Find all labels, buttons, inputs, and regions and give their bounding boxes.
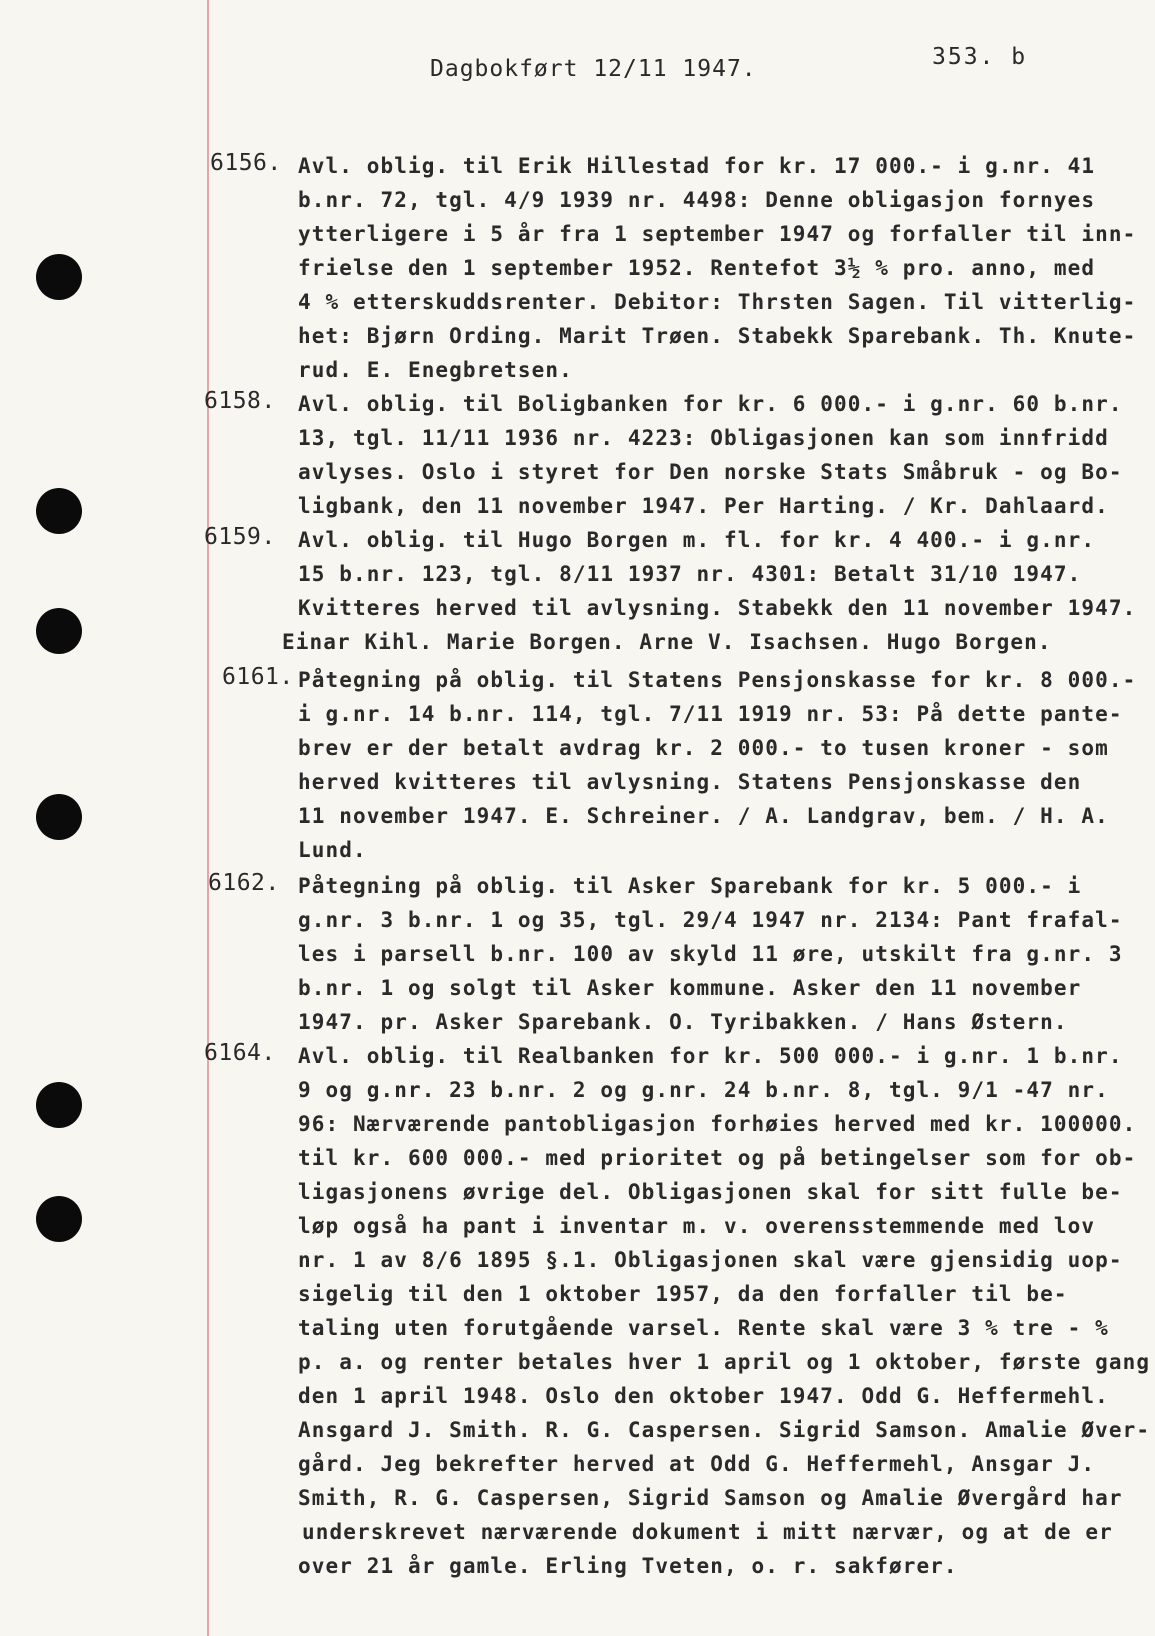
entry-line: Avl. oblig. til Erik Hillestad for kr. 17 000.- i g.nr. 41 bbox=[298, 154, 1096, 178]
entry-line: b.nr. 1 og solgt til Asker kommune. Asker den 11 november bbox=[298, 976, 1082, 1000]
entry-line: i g.nr. 14 b.nr. 114, tgl. 7/11 1919 nr. 53: På dette pante- bbox=[298, 702, 1123, 726]
entry-line: til kr. 600 000.- med prioritet og på betingelser som for ob- bbox=[298, 1146, 1137, 1170]
page-number: 353. b bbox=[932, 44, 1028, 70]
entry-line: les i parsell b.nr. 100 av skyld 11 øre, utskilt fra g.nr. 3 bbox=[298, 942, 1123, 966]
entry-line: 1947. pr. Asker Sparebank. O. Tyribakken. / Hans Østern. bbox=[298, 1010, 1068, 1034]
entry-line: 96: Nærværende pantobligasjon forhøies herved med kr. 100000. bbox=[298, 1112, 1137, 1136]
entry-line: g.nr. 3 b.nr. 1 og 35, tgl. 29/4 1947 nr. 2134: Pant frafal- bbox=[298, 908, 1123, 932]
entry-line: underskrevet nærværende dokument i mitt nærvær, og at de er bbox=[302, 1520, 1113, 1544]
punch-hole-4 bbox=[36, 794, 82, 840]
entry-line: 11 november 1947. E. Schreiner. / A. Landgrav, bem. / H. A. bbox=[298, 804, 1109, 828]
entry-line: 9 og g.nr. 23 b.nr. 2 og g.nr. 24 b.nr. 8, tgl. 9/1 -47 nr. bbox=[298, 1078, 1109, 1102]
entry-line: frielse den 1 september 1952. Rentefot 3½ % pro. anno, med bbox=[298, 256, 1096, 280]
entry-line: 15 b.nr. 123, tgl. 8/11 1937 nr. 4301: Betalt 31/10 1947. bbox=[298, 562, 1082, 586]
entry-line: 13, tgl. 11/11 1936 nr. 4223: Obligasjonen kan som innfridd bbox=[298, 426, 1109, 450]
entry-line: over 21 år gamle. Erling Tveten, o. r. sakfører. bbox=[298, 1554, 958, 1578]
entry-line: ligasjonens øvrige del. Obligasjonen skal for sitt fulle be- bbox=[298, 1180, 1123, 1204]
entry-line: Smith, R. G. Caspersen, Sigrid Samson og Amalie Øvergård har bbox=[298, 1486, 1123, 1510]
entry-line: b.nr. 72, tgl. 4/9 1939 nr. 4498: Denne obligasjon fornyes bbox=[298, 188, 1096, 212]
page-header: Dagbokført 12/11 1947. bbox=[430, 56, 757, 82]
entry-line: Avl. oblig. til Realbanken for kr. 500 000.- i g.nr. 1 b.nr. bbox=[298, 1044, 1123, 1068]
entry-number: 6158. bbox=[204, 388, 276, 414]
entry-line: nr. 1 av 8/6 1895 §.1. Obligasjonen skal være gjensidig uop- bbox=[298, 1248, 1123, 1272]
entry-line: Avl. oblig. til Boligbanken for kr. 6 000.- i g.nr. 60 b.nr. bbox=[298, 392, 1123, 416]
entry-line: den 1 april 1948. Oslo den oktober 1947. Odd G. Heffermehl. bbox=[298, 1384, 1109, 1408]
entry-line: het: Bjørn Ording. Marit Trøen. Stabekk Sparebank. Th. Knute- bbox=[298, 324, 1137, 348]
punch-hole-6 bbox=[36, 1196, 82, 1242]
entry-number: 6162. bbox=[208, 870, 280, 896]
punch-hole-5 bbox=[36, 1082, 82, 1128]
entry-line: Påtegning på oblig. til Asker Sparebank for kr. 5 000.- i bbox=[298, 874, 1082, 898]
entry-line: løp også ha pant i inventar m. v. overensstemmende med lov bbox=[298, 1214, 1096, 1238]
entry-line: rud. E. Enegbretsen. bbox=[298, 358, 573, 382]
punch-hole-1 bbox=[36, 254, 82, 300]
entry-line: herved kvitteres til avlysning. Statens Pensjonskasse den bbox=[298, 770, 1082, 794]
entry-line: avlyses. Oslo i styret for Den norske Stats Småbruk - og Bo- bbox=[298, 460, 1123, 484]
entry-number: 6164. bbox=[204, 1040, 276, 1066]
margin-rule bbox=[207, 0, 209, 1636]
entry-number: 6159. bbox=[204, 524, 276, 550]
entry-line: Einar Kihl. Marie Borgen. Arne V. Isachsen. Hugo Borgen. bbox=[282, 630, 1052, 654]
entry-line: Påtegning på oblig. til Statens Pensjonskasse for kr. 8 000.- bbox=[298, 668, 1137, 692]
entry-line: ligbank, den 11 november 1947. Per Harting. / Kr. Dahlaard. bbox=[298, 494, 1109, 518]
entry-line: gård. Jeg bekrefter herved at Odd G. Heffermehl, Ansgar J. bbox=[298, 1452, 1096, 1476]
entry-number: 6156. bbox=[210, 150, 282, 176]
entry-line: sigelig til den 1 oktober 1957, da den forfaller til be- bbox=[298, 1282, 1068, 1306]
entry-number: 6161. bbox=[222, 664, 294, 690]
entry-line: brev er der betalt avdrag kr. 2 000.- to tusen kroner - som bbox=[298, 736, 1109, 760]
entry-line: Ansgard J. Smith. R. G. Caspersen. Sigrid Samson. Amalie Øver- bbox=[298, 1418, 1151, 1442]
punch-hole-3 bbox=[36, 608, 82, 654]
entry-line: ytterligere i 5 år fra 1 september 1947 og forfaller til inn- bbox=[298, 222, 1137, 246]
entry-line: Kvitteres herved til avlysning. Stabekk den 11 november 1947. bbox=[298, 596, 1137, 620]
punch-hole-2 bbox=[36, 488, 82, 534]
entry-line: Lund. bbox=[298, 838, 367, 862]
entry-line: p. a. og renter betales hver 1 april og 1 oktober, første gang bbox=[298, 1350, 1151, 1374]
entry-line: taling uten forutgående varsel. Rente skal være 3 % tre - % bbox=[298, 1316, 1109, 1340]
entry-line: 4 % etterskuddsrenter. Debitor: Thrsten Sagen. Til vitterlig- bbox=[298, 290, 1137, 314]
entry-line: Avl. oblig. til Hugo Borgen m. fl. for kr. 4 400.- i g.nr. bbox=[298, 528, 1096, 552]
